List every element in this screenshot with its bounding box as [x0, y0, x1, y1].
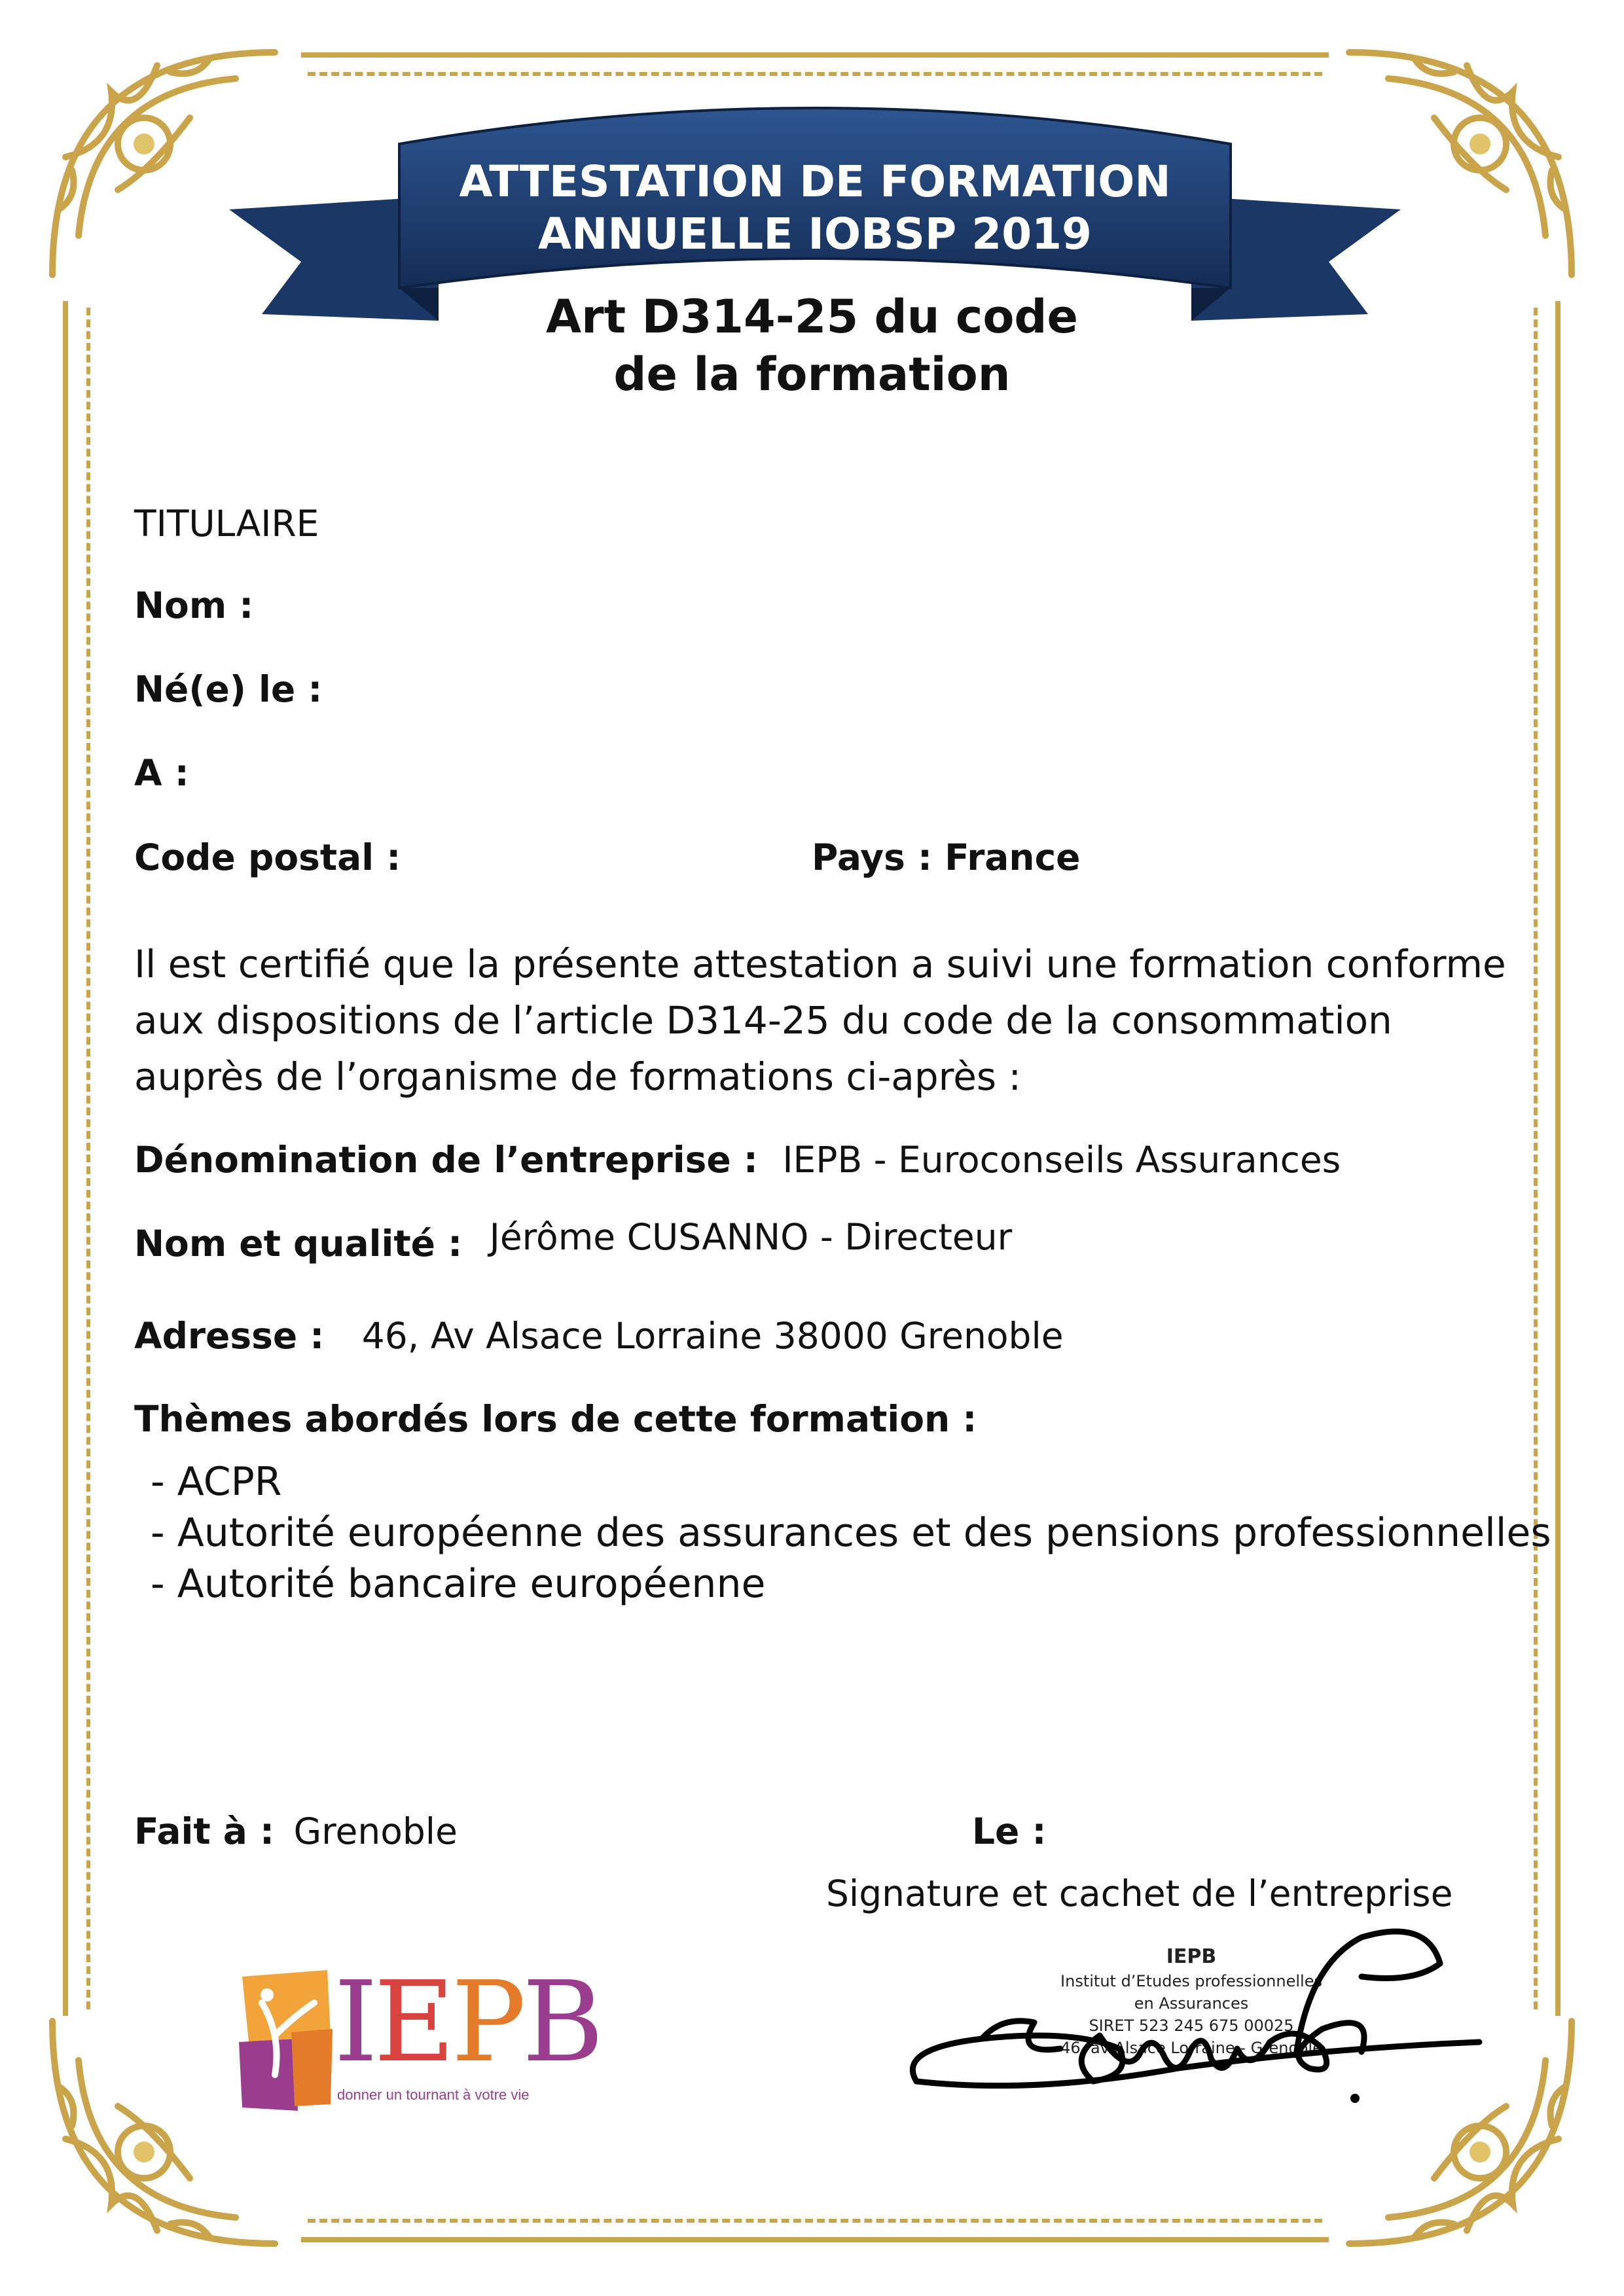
adresse-label: Adresse : [134, 1315, 325, 1357]
stamp-line1: Institut d’Etudes professionnelles [1060, 1972, 1322, 1990]
subtitle-line1: Art D314-25 du code [545, 290, 1079, 344]
handwritten-signature [903, 1924, 1492, 2114]
theme-item: - Autorité européenne des assurances et des pensions professionnelles [151, 1510, 1551, 1556]
certification-text [134, 936, 1509, 1105]
subtitle [0, 288, 1624, 403]
lieu-label: A : [134, 752, 189, 794]
frame-right-dash [1534, 308, 1538, 2009]
theme-item: - ACPR [151, 1459, 282, 1505]
nom-label: Nom : [134, 584, 254, 626]
iepb-logo-tagline: donner un tournant à votre vie [337, 2087, 530, 2103]
adresse-row [134, 1313, 1064, 1359]
denomination-value: IEPB - Euroconseils Assurances [782, 1139, 1341, 1181]
frame-top-dash [308, 72, 1322, 76]
frame-bottom-line [301, 2237, 1329, 2242]
nom-qualite-label: Nom et qualité : [134, 1223, 463, 1265]
certification-line3: auprès de l’organisme de formations ci-après : [134, 1054, 1022, 1099]
frame-right-line [1555, 301, 1561, 2016]
iepb-logo-mark [236, 1964, 334, 2114]
nom-qualite-value: Jérôme CUSANNO - Directeur [489, 1216, 1013, 1258]
stamp-name: IEPB [1166, 1945, 1217, 1968]
code-postal-label: Code postal : [134, 836, 401, 878]
stamp-line2: en Assurances [1134, 1994, 1249, 2013]
banner-line2-svg: ANNUELLE IOBSP 2019 [538, 209, 1092, 259]
frame-top-line [301, 52, 1329, 58]
fait-row [134, 1808, 458, 1854]
themes-list [151, 1456, 1551, 1609]
certification-line1: Il est certifié que la présente attestation a suivi une formation conforme [134, 942, 1506, 986]
subtitle-line2: de la formation [613, 348, 1011, 401]
adresse-value: 46, Av Alsace Lorraine 38000 Grenoble [361, 1315, 1064, 1357]
denomination-label: Dénomination de l’entreprise : [134, 1139, 758, 1181]
frame-bottom-dash [308, 2219, 1322, 2223]
signature-label: Signature et cachet de l’entreprise [826, 1873, 1453, 1914]
iepb-logo-name: IEPB [334, 1958, 600, 2087]
pays-label: Pays : France [812, 836, 1081, 878]
date-label: Le : [972, 1810, 1047, 1852]
fait-value: Grenoble [293, 1810, 458, 1852]
banner-line1-svg: ATTESTATION DE FORMATION [459, 156, 1171, 207]
naissance-label: Né(e) le : [134, 668, 323, 710]
titulaire-heading: TITULAIRE [134, 503, 319, 545]
stamp-line4: 46, av Alsace Lorraine - Grenoble [1060, 2039, 1322, 2057]
fait-label: Fait à : [134, 1810, 275, 1852]
theme-item: - Autorité bancaire européenne [151, 1561, 766, 1607]
themes-label: Thèmes abordés lors de cette formation : [134, 1398, 977, 1440]
frame-left-dash [86, 308, 90, 2009]
stamp-line3: SIRET 523 245 675 00025 [1089, 2017, 1294, 2035]
iepb-logo [236, 1957, 600, 2121]
denomination-row [134, 1137, 1341, 1183]
frame-left-line [63, 301, 68, 2016]
certification-line2: aux dispositions de l’article D314-25 du code de la consommation [134, 998, 1392, 1043]
nom-qualite-row [134, 1216, 1013, 1266]
